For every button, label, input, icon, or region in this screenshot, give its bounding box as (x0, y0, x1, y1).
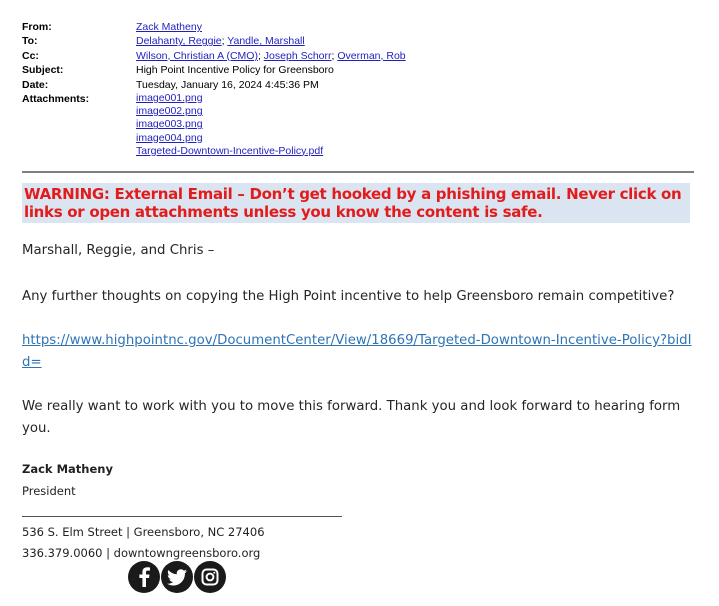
twitter-icon[interactable] (161, 561, 193, 593)
subject-row (22, 63, 702, 77)
date-label: Date: (22, 78, 49, 91)
date-value: Tuesday, January 16, 2024 4:45:36 PM (136, 78, 319, 91)
signature-title: President (22, 484, 76, 498)
header-divider (22, 171, 694, 173)
to-recipient-link[interactable]: Delahanty, Reggie (136, 35, 222, 48)
cc-recipient-link[interactable]: Overman, Rob (337, 49, 406, 62)
attachment-link[interactable]: image002.png (136, 105, 203, 118)
attachment-link[interactable]: image004.png (136, 131, 203, 144)
from-link[interactable]: Zack Matheny (136, 21, 202, 33)
signature-divider (22, 516, 342, 517)
email-header (22, 20, 702, 158)
policy-link-line (22, 330, 692, 373)
cc-row: Cc: Wilson, Christian A (CMO); Joseph Schorr; Overman, Rob (22, 49, 406, 62)
instagram-icon[interactable] (194, 561, 226, 593)
signature-phone-web: 336.379.0060 | downtowngreensboro.org (22, 546, 261, 560)
cc-recipient-link[interactable]: Joseph Schorr (263, 49, 332, 62)
attachments-list (136, 92, 702, 158)
to-label: To: (22, 35, 38, 48)
signature-name: Zack Matheny (22, 462, 113, 476)
greeting: Marshall, Reggie, and Chris – (22, 243, 215, 258)
external-email-warning: WARNING: External Email – Don’t get hooked by a phishing email. Never click on links or open attachments unless you know the content is safe. (22, 183, 690, 223)
facebook-icon[interactable] (128, 561, 160, 593)
subject-label: Subject: (22, 64, 64, 77)
cc-recipient-link[interactable]: Wilson, Christian A (CMO) (136, 49, 258, 62)
from-label: From: (22, 21, 52, 33)
attachment-link[interactable]: image003.png (136, 118, 203, 131)
signature-contact (22, 522, 265, 564)
attachments-row (22, 92, 702, 158)
signature-address: 536 S. Elm Street | Greensboro, NC 27406 (22, 525, 265, 539)
policy-link[interactable]: https://www.highpointnc.gov/DocumentCenter/View/18669/Targeted-Downtown-Incentive-Policy?bidId= (22, 333, 692, 370)
body-paragraph: We really want to work with you to move this forward. Thank you and look forward to hearing form you. (22, 399, 681, 436)
attachment-link[interactable]: image001.png (136, 92, 203, 105)
body-paragraph: Any further thoughts on copying the High Point incentive to help Greensboro remain competitive? (22, 289, 675, 304)
attachment-link[interactable]: Targeted-Downtown-Incentive-Policy.pdf (136, 144, 324, 157)
subject-value: High Point Incentive Policy for Greensboro (136, 64, 334, 77)
from-row (22, 20, 702, 34)
to-row: To: Delahanty, Reggie; Yandle, Marshall (22, 35, 305, 48)
social-icons (128, 561, 226, 593)
attachments-label: Attachments: (22, 93, 90, 106)
date-row (22, 78, 702, 92)
to-recipient-link[interactable]: Yandle, Marshall (227, 35, 305, 48)
cc-label: Cc: (22, 49, 39, 62)
